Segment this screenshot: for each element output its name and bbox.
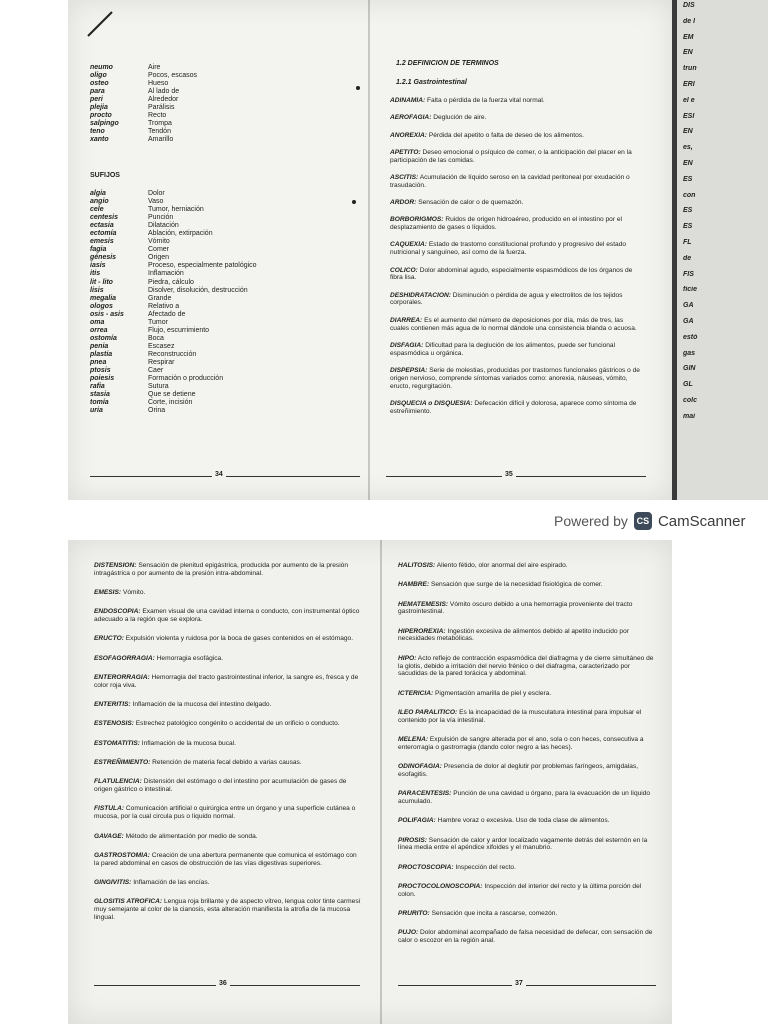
definition-entry — [94, 701, 362, 709]
definition-entry — [390, 342, 640, 358]
glossary-term: iasis — [90, 262, 106, 270]
definition-term: DISPEPSIA: — [390, 366, 428, 374]
page-number-36: 36 — [216, 980, 230, 987]
gutter — [380, 540, 382, 1024]
definition-text: Inflamación de la mucosa bucal. — [141, 739, 236, 747]
edge-fragment: ESI — [683, 112, 695, 120]
definition-text: Lengua roja brillante y de aspecto vítreo, lengua color tinte carmesí muy semejante al color de la cianosis, esta alteración manifiesta la atrofia de la mucosa lingual. — [94, 898, 361, 921]
glossary-term: salpingo — [90, 120, 119, 128]
edge-fragment: FIS — [683, 270, 694, 278]
gutter — [368, 0, 370, 500]
definition-term: PROCTOSCOPIA: — [398, 863, 454, 871]
definition-term: ARDOR: — [390, 199, 417, 207]
glossary-meaning: Dolor — [148, 190, 165, 197]
definition-entry — [94, 608, 362, 624]
definition-text: Estrechez patológico congénito o accidental de un orificio o conducto. — [135, 720, 340, 728]
glossary-term: peri — [90, 96, 103, 104]
glossary-meaning: Hueso — [148, 80, 169, 88]
glossary-meaning: Al lado de — [148, 88, 180, 96]
definition-text: Deseo emocional o psíquico de comer, o la anticipación del placer en la participación de las comidas. — [390, 148, 632, 164]
definition-entry — [398, 883, 658, 899]
definition-term: GINGIVITIS: — [94, 878, 132, 886]
edge-fragment: ES — [683, 175, 693, 183]
glossary-meaning: Afectado de — [148, 310, 186, 318]
edge-fragment: EN — [683, 128, 693, 136]
definition-text: Punción de una cavidad u órgano, para la evacuación de un líquido acumulado. — [398, 790, 651, 806]
edge-fragment: FL — [683, 238, 692, 246]
definition-entry — [390, 292, 640, 308]
edge-fragment: gas — [683, 349, 696, 357]
edge-fragment: el e — [683, 96, 695, 104]
definition-text: Inflamación de la mucosa del intestino delgado. — [132, 701, 272, 709]
glossary-meaning: Inflamación — [148, 270, 184, 278]
glossary-term: xanto — [90, 136, 109, 144]
definition-text: Dificultad para la deglución de los alimentos, puede ser funcional espasmódica u orgánica. — [390, 341, 616, 357]
page-number-37: 37 — [512, 980, 526, 987]
glossary-meaning: Escasez — [148, 342, 175, 350]
definition-term: BORBORIGMOS: — [390, 216, 444, 224]
definition-entry — [398, 790, 658, 806]
definition-entry — [390, 216, 640, 232]
definition-entry — [398, 864, 658, 872]
definition-term: GLOSITIS ATROFICA: — [94, 898, 163, 906]
glossary-meaning: Vómito — [148, 238, 170, 246]
definition-term: HIPEROREXIA: — [398, 627, 446, 635]
definition-entry — [94, 759, 362, 767]
definition-text: Creación de una abertura permanente que comunica el estómago con la pared abdominal en casos de obstrucción de las vías digestivas superiores. — [94, 851, 357, 867]
glossary-meaning: Disolver, disolución, destrucción — [148, 286, 248, 294]
glossary-meaning: Tumor — [148, 318, 168, 326]
glossary-meaning: Comer — [148, 246, 170, 254]
definition-term: ERUCTO: — [94, 635, 124, 643]
glossary-meaning: Alrededor — [148, 96, 179, 104]
glossary-meaning: Amarillo — [148, 136, 174, 144]
glossary-meaning: Punción — [148, 214, 174, 222]
definition-term: DISQUECIA o DISQUESIA: — [390, 399, 473, 407]
glossary-term: ologos — [90, 302, 113, 310]
edge-fragment: colc — [683, 396, 698, 404]
definition-entry — [94, 562, 362, 578]
glossary-term: oma — [90, 318, 105, 326]
edge-fragment: GL — [683, 381, 693, 389]
definition-entry — [398, 601, 658, 617]
glossary-term: procto — [90, 112, 112, 120]
glossary-meaning: Tumor, herniación — [148, 206, 204, 214]
definition-text: Serie de molestias, producidas por trastornos funcionales gástricos o de origen nervioso, comprende síntomas variados como: anorexia, náuseas, vómito, eructo, regurgitación. — [390, 366, 640, 390]
definition-term: COLICO: — [390, 266, 418, 274]
glossary-meaning: Origen — [148, 254, 170, 262]
definition-text: Falta o pérdida de la fuerza vital normal. — [427, 97, 545, 104]
definition-text: Inspección del interior del recto y la última porción del colon. — [398, 883, 642, 898]
definition-text: Método de alimentación por medio de sonda. — [125, 832, 258, 840]
glossary-term: orrea — [90, 326, 108, 334]
page-37 — [388, 540, 672, 1024]
definition-term: AEROFAGIA: — [390, 114, 432, 122]
glossary-meaning: Ablación, extirpación — [148, 230, 213, 238]
definition-text: Expulsión violenta y ruidosa por la boca de gases contenidos en el estómago. — [125, 635, 354, 643]
definition-entry — [398, 736, 658, 752]
definition-term: HALITOSIS: — [398, 562, 436, 569]
definition-text: Comunicación artificial o quirúrgica entre un órgano y una superficie cutánea o mucosa, por la cual circula pus o líquido normal. — [94, 805, 356, 821]
definition-entry — [94, 879, 362, 887]
glossary-meaning: Que se detiene — [148, 391, 196, 399]
edge-fragment: EM — [683, 33, 694, 41]
edge-fragment: ERI — [683, 80, 695, 88]
definition-text: Pigmentación amarilla de piel y esclera. — [435, 689, 552, 697]
definition-term: PRURITO: — [398, 910, 430, 918]
definitions-page-37 — [398, 562, 658, 957]
definition-term: PROCTOCOLONOSCOPIA: — [398, 883, 483, 891]
glossary-term: ptosis — [90, 367, 111, 375]
definition-text: Hambre voraz o excesiva. Uso de toda clase de alimentos. — [437, 817, 610, 825]
definition-entry — [398, 929, 658, 945]
page-35 — [384, 0, 672, 500]
definition-text: Es el aumento del número de deposiciones por día, más de tres, las cuales contienen más agua de lo normal dándole una consistencia blanda o acuosa. — [390, 316, 637, 332]
glossary-meaning: Proceso, especialmente patológico — [148, 262, 257, 270]
definition-entry — [94, 833, 362, 841]
definition-text: Ingestión excesiva de alimentos debido al apetito inducido por necesidades metabólicas. — [398, 627, 629, 643]
glossary-meaning: Relativo a — [148, 302, 180, 310]
edge-fragment: de — [683, 254, 692, 262]
powered-by-label: Powered by — [554, 513, 628, 529]
glossary-meaning: Grande — [148, 294, 172, 302]
page-34 — [68, 0, 368, 500]
edge-fragment: ES — [683, 207, 693, 215]
definition-text: Acto reflejo de contracción espasmódica del diafragma y de cierre simultáneo de la glotis, debido a irritación del nervio frénico o del diafragma, caracterizado por sacudidas de la pared torácica y abdominal. — [398, 654, 654, 678]
camscanner-watermark — [554, 508, 754, 534]
definition-entry — [94, 674, 362, 690]
definition-term: APETITO: — [390, 148, 421, 156]
definition-text: Sensación de calor o de quemazón. — [418, 199, 524, 207]
glossary-meaning: Dilatación — [148, 222, 179, 230]
glossary-term: poiesis — [90, 375, 115, 383]
definition-text: Dolor abdominal acompañado de falsa necesidad de defecar, con sensación de calor o escozor en la región anal. — [398, 929, 653, 945]
glossary-term: osteo — [90, 80, 109, 88]
page-35-rule — [386, 476, 646, 477]
glossary-term: para — [90, 88, 105, 96]
definition-entry — [390, 174, 640, 190]
definition-term: DIARREA: — [390, 316, 423, 324]
glossary-term: génesis — [90, 254, 117, 262]
edge-fragment: de l — [683, 17, 696, 25]
edge-fragment: trun — [683, 65, 697, 73]
definition-term: ESTENOSIS: — [94, 720, 134, 728]
definition-text: Vómito. — [122, 589, 146, 597]
scan-dot — [352, 200, 356, 204]
definition-entry — [390, 149, 640, 165]
glossary-term: osis - asis — [90, 310, 124, 318]
adjacent-page-edge — [672, 0, 768, 500]
glossary-term: plastia — [90, 350, 113, 358]
definition-text: Acumulación de líquido seroso en la cavidad peritoneal por exudación o trasudación. — [390, 173, 630, 189]
definition-term: ANOREXIA: — [390, 131, 427, 139]
edge-fragment: mai — [683, 412, 696, 420]
definition-entry — [94, 635, 362, 643]
scan-dot — [356, 86, 360, 90]
definition-text: Defecación difícil y dolorosa, aparece como síntoma de estreñimiento. — [390, 399, 637, 415]
definition-entry — [390, 97, 640, 105]
camscanner-logo-icon: CS — [634, 512, 652, 530]
edge-fragment: GA — [683, 302, 694, 310]
glossary-term: ectomía — [90, 230, 117, 238]
glossary-meaning: Piedra, cálculo — [148, 278, 194, 286]
definition-term: ICTERICIA: — [398, 689, 434, 697]
definition-term: HIPO: — [398, 654, 417, 662]
glossary-meaning: Recto — [148, 112, 167, 120]
definition-text: Retención de materia fecal debido a varias causas. — [152, 759, 302, 767]
definition-term: PIROSIS: — [398, 836, 427, 844]
definition-term: HAMBRE: — [398, 581, 430, 589]
definitions-page-36 — [94, 562, 362, 933]
definition-term: FLATULENCIA: — [94, 778, 142, 786]
definition-entry — [398, 837, 658, 853]
definition-term: DESHIDRATACION: — [390, 291, 451, 299]
glossary-meaning: Vaso — [148, 198, 164, 206]
definition-term: ENTERORRAGIA: — [94, 674, 150, 682]
definition-text: Inflamación de las encías. — [133, 878, 210, 886]
definition-entry — [390, 267, 640, 283]
definition-entry — [94, 852, 362, 868]
glossary-term: angio — [90, 198, 109, 206]
camscanner-brand: CamScanner — [657, 512, 746, 530]
definition-entry — [390, 199, 640, 207]
definition-text: Sensación que incita a rascarse, comezón. — [431, 910, 558, 918]
definition-text: Dolor abdominal agudo, especialmente espasmódicos de los órganos de fibra lisa. — [390, 266, 633, 282]
definition-entry — [390, 317, 640, 333]
definition-text: Pérdida del apetito o falta de deseo de los alimentos. — [428, 131, 584, 139]
definition-term: ILEO PARALITICO: — [398, 708, 458, 716]
definition-term: MELENA: — [398, 736, 429, 744]
definition-text: Disminución o pérdida de agua y electrolitos de los tejidos corporales. — [390, 291, 623, 307]
definition-entry — [398, 709, 658, 725]
glossary-meaning: Flujo, escurrimiento — [148, 326, 210, 334]
definition-entry — [398, 817, 658, 825]
edge-fragment: ES — [683, 223, 693, 231]
glossary-meaning: Trompa — [148, 120, 172, 128]
definition-entry — [94, 720, 362, 728]
definition-text: Examen visual de una cavidad interna o conducto, con instrumental óptico adecuado a la región que se explora. — [94, 608, 360, 624]
definition-term: PARACENTESIS: — [398, 790, 452, 798]
suffixes-heading: SUFIJOS — [90, 172, 120, 179]
glossary-meaning: Formación o producción — [148, 375, 224, 383]
definition-term: EMESIS: — [94, 589, 122, 597]
definition-text: Ruidos de origen hidroaéreo, producido en el intestino por el desplazamiento de gases o líquidos. — [390, 216, 623, 232]
definition-text: Deglución de aire. — [433, 114, 487, 122]
glossary-meaning: Corte, incisión — [148, 399, 193, 407]
scan-spread-top — [68, 0, 672, 500]
definition-entry — [398, 581, 658, 589]
glossary-meaning: Parálisis — [148, 104, 175, 112]
definition-entry — [398, 910, 658, 918]
definition-entry — [94, 740, 362, 748]
glossary-term: itis — [90, 270, 101, 278]
definition-entry — [398, 562, 658, 570]
definition-term: ESOFAGORRAGIA: — [94, 654, 155, 662]
definition-entry — [94, 898, 362, 921]
glossary-term: pnea — [90, 358, 107, 366]
definition-entry — [398, 628, 658, 644]
definition-text: Sensación de plenitud epigástrica, producida por aumento de la presión intragástrica o por aumento de la presión intra-abdominal. — [94, 562, 349, 577]
definition-text: Inspección del recto. — [455, 863, 516, 871]
definition-entry — [94, 589, 362, 597]
glossary-meaning: Respirar — [148, 358, 175, 366]
definition-entry — [94, 805, 362, 821]
definition-term: ASCITIS: — [390, 173, 419, 181]
glossary-term: fagia — [90, 246, 107, 254]
definition-entry — [390, 400, 640, 416]
glossary-term: oligo — [90, 72, 107, 80]
definition-entry — [94, 778, 362, 794]
glossary-term: algia — [90, 190, 106, 197]
section-title: 1.2 DEFINICION DE TERMINOS — [396, 60, 499, 67]
definition-text: Hemorragia del tracto gastrointestinal inferior, la sangre es, fresca y de color roja viva. — [94, 674, 359, 689]
glossary-term: ectasia — [90, 222, 114, 230]
edge-fragment: EN — [683, 159, 693, 167]
glossary-meaning: Boca — [148, 334, 164, 342]
glossary-meaning: Aire — [148, 64, 161, 71]
glossary-meaning: Reconstrucción — [148, 350, 197, 358]
definitions-page-35 — [390, 97, 640, 425]
definition-term: FISTULA: — [94, 805, 125, 813]
edge-fragment: con — [683, 191, 696, 199]
glossary-term: plejia — [90, 104, 108, 112]
glossary-term: cele — [90, 206, 104, 214]
definition-text: Aliento fétido, olor anormal del aire espirado. — [436, 562, 568, 569]
page-36 — [68, 540, 368, 1024]
glossary-term: rafia — [90, 383, 105, 391]
definition-term: ESTREÑIMIENTO: — [94, 759, 151, 767]
definition-term: PUJO: — [398, 929, 419, 937]
definition-entry — [390, 367, 640, 390]
definition-text: Presencia de dolor al deglutir por problemas faríngeos, amigdalas, esofagitis. — [398, 763, 639, 778]
scan-spread-bottom — [68, 540, 672, 1024]
glossary-meaning: Orina — [148, 407, 166, 415]
definition-term: POLIFAGIA: — [398, 817, 436, 825]
glossary-meaning: Pocos, escasos — [148, 72, 198, 80]
definition-term: ENTERITIS: — [94, 701, 131, 709]
definition-term: GASTROSTOMIA: — [94, 851, 150, 859]
glossary-term: uria — [90, 407, 103, 415]
definition-term: GAVAGE: — [94, 832, 124, 840]
definition-text: Estado de trastorno constitucional profundo y progresivo del estado nutricional y sanguíneo, así como de la fuerza. — [390, 241, 627, 257]
definition-term: HEMATEMESIS: — [398, 600, 449, 608]
glossary-term: lisis — [90, 286, 104, 294]
definition-term: ENDOSCOPIA: — [94, 608, 141, 616]
definition-term: DISFAGIA: — [390, 341, 424, 349]
edge-fragment: es, — [683, 144, 693, 152]
glossary-term: teno — [90, 128, 105, 136]
definition-entry — [390, 132, 640, 140]
definition-term: ESTOMATITIS: — [94, 739, 140, 747]
definition-text: Expulsión de sangre alterada por el ano, sola o con heces, consecutiva a enterorragia o gastrorragia (dando color negro a las heces). — [398, 736, 644, 751]
edge-fragment: GA — [683, 317, 694, 325]
glossary-term: ostomía — [90, 334, 117, 342]
definition-entry — [390, 114, 640, 122]
definition-term: ODINOFAGIA: — [398, 763, 442, 771]
glossary-meaning: Caer — [148, 367, 164, 375]
glossary-term: neumo — [90, 64, 113, 71]
glossary-term: emesis — [90, 238, 114, 246]
definition-text: Distensión del estómago o del intestino por acumulación de gases de origen gástrico o intestinal. — [94, 778, 347, 794]
definition-entry — [398, 763, 658, 779]
definition-term: ADINAMIA: — [390, 97, 426, 104]
glossary-term: stasia — [90, 391, 110, 399]
page-number-35: 35 — [502, 471, 516, 478]
subsection-title: 1.2.1 Gastrointestinal — [396, 79, 467, 86]
adjacent-page-fragments — [683, 2, 709, 421]
edge-fragment: DIS — [683, 2, 695, 9]
edge-fragment: estó — [683, 333, 698, 341]
definition-text: Sensación que surge de la necesidad fisiológica de comer. — [430, 581, 603, 589]
definition-entry — [398, 655, 658, 678]
glossary-meaning: Sutura — [148, 383, 169, 391]
definition-entry — [94, 655, 362, 663]
page-number-34: 34 — [212, 471, 226, 478]
definition-text: Hemorragia esofágica. — [156, 654, 223, 662]
glossary-term: lit - lito — [90, 278, 113, 286]
edge-fragment: EN — [683, 49, 693, 57]
definition-term: DISTENSION: — [94, 562, 137, 569]
glossary-term: megalia — [90, 294, 117, 302]
definition-text: Es la incapacidad de la musculatura intestinal para impulsar el contenido por la vía intestinal. — [398, 708, 642, 724]
glossary-term: centesis — [90, 214, 119, 222]
edge-fragment: ficie — [683, 286, 698, 294]
definition-text: Sensación de calor y ardor localizado vagamente detrás del esternón en la línea media entre el apéndice xifoides y el manubrio. — [398, 836, 648, 852]
glossary-term: tomía — [90, 399, 109, 407]
definition-entry — [398, 690, 658, 698]
page-37-rule — [398, 985, 656, 986]
definition-entry — [390, 241, 640, 257]
definition-text: Vómito oscuro debido a una hemorragia proveniente del tracto gastrointestinal. — [398, 600, 633, 616]
edge-fragment: GIN — [683, 365, 696, 373]
definition-term: CAQUEXIA: — [390, 241, 427, 249]
glossary-term: penia — [90, 342, 109, 350]
glossary-meaning: Tendón — [148, 128, 171, 136]
